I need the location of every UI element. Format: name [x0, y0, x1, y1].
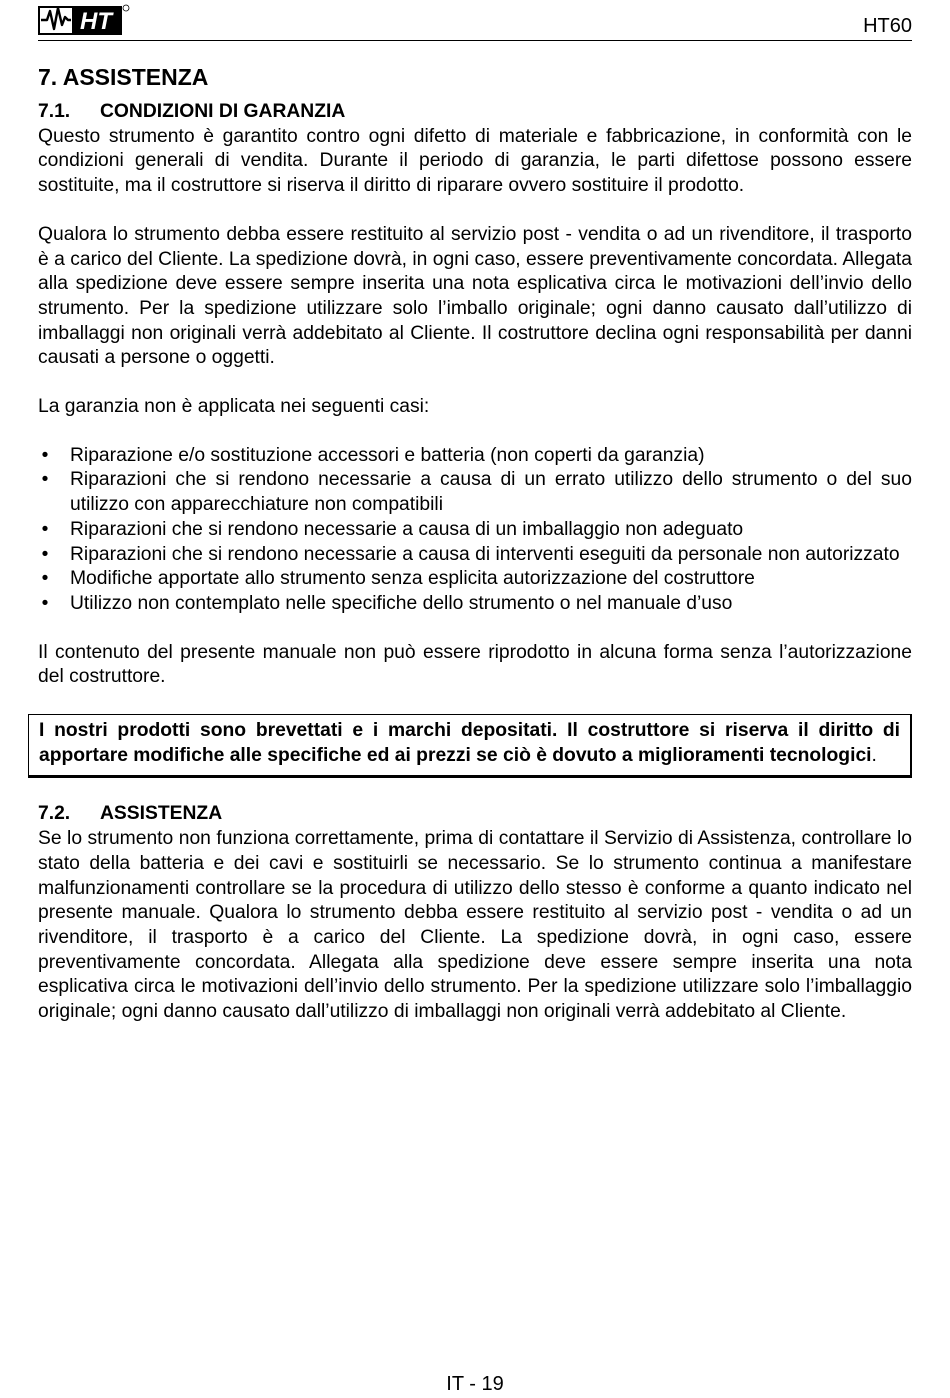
exclusions-intro: La garanzia non è applicata nei seguenti casi:	[38, 396, 430, 418]
patent-notice-text: I nostri prodotti sono brevettati e i marchi depositati. Il costruttore si riserva il diritto di apportare modifiche alle specifiche ed ai prezzi se ciò è dovuto a miglioramenti tecnologici	[39, 720, 900, 766]
bullet-icon: •	[41, 469, 49, 491]
bullet-icon: •	[41, 592, 49, 614]
model-name: HT60	[863, 15, 912, 37]
page-number: IT - 19	[446, 1373, 504, 1395]
list-item-text: Riparazione e/o sostituzione accessori e batteria (non coperti da garanzia)	[70, 444, 705, 466]
page-header	[38, 0, 912, 41]
copyright-paragraph: Il contenuto del presente manuale non può essere riprodotto in alcuna forma senza l’autorizzazione del costruttore.	[38, 641, 912, 688]
list-item-text: Riparazioni che si rendono necessarie a causa di un errato utilizzo dello strumento o del suo utilizzo con apparecchiature non compatibili	[70, 469, 912, 516]
bullet-icon: •	[41, 543, 49, 565]
bullet-icon: •	[41, 568, 49, 590]
list-item	[38, 567, 912, 592]
list-item	[38, 518, 912, 543]
list-item	[38, 468, 912, 517]
list-item	[38, 444, 912, 469]
list-item-text: Riparazioni che si rendono necessarie a causa di interventi eseguiti da personale non autorizzato	[70, 543, 900, 565]
exclusions-list	[38, 444, 912, 617]
patent-notice-box	[28, 714, 912, 778]
list-item-text: Utilizzo non contemplato nelle specifiche dello strumento o nel manuale d’uso	[70, 592, 733, 614]
bullet-icon: •	[41, 444, 49, 466]
warranty-paragraph: Questo strumento è garantito contro ogni difetto di materiale e fabbricazione, in conformità con le condizioni generali di vendita. Durante il periodo di garanzia, le parti difettose possono essere sostituite, ma il costruttore si riserva il diritto di riparare ovvero sostituire il prodotto.	[38, 125, 912, 197]
patent-notice-end: .	[871, 744, 877, 766]
page-content	[38, 62, 912, 1025]
return-paragraph: Qualora lo strumento debba essere restituito al servizio post - vendita o ad un rivenditore, il trasporto è a carico del Cliente. La spedizione dovrà, in ogni caso, essere preventivamente concordata. Allegata alla spedizione deve essere sempre inserita una nota esplicativa circa le motivazioni dell’invio dello strumento. Per la spedizione utilizzare solo l’imballo originale; ogni danno causato dall’utilizzo di imballaggi non originali verrà addebitato al Cliente. Il costruttore declina ogni responsabilità per danni causati a persone o oggetti.	[38, 223, 912, 369]
list-item-text: Riparazioni che si rendono necessarie a causa di un imballaggio non adeguato	[70, 518, 744, 540]
list-item-text: Modifiche apportate allo strumento senza esplicita autorizzazione del costruttore	[70, 568, 755, 590]
ht-logo	[38, 3, 130, 35]
subsection-title-assistenza	[38, 802, 912, 827]
subsection-heading: CONDIZIONI DI GARANZIA	[100, 101, 346, 122]
subsection-number: 7.2.	[38, 803, 71, 825]
subsection-title-garanzia	[38, 100, 912, 125]
subsection-heading: ASSISTENZA	[100, 803, 223, 825]
bullet-icon: •	[41, 518, 49, 540]
subsection-number: 7.1.	[38, 101, 71, 122]
list-item	[38, 543, 912, 568]
logo-lettering: HT	[80, 8, 112, 35]
list-item	[38, 592, 912, 617]
section-title: 7. ASSISTENZA	[38, 64, 209, 90]
service-paragraph: Se lo strumento non funziona correttamente, prima di contattare il Servizio di Assistenza, controllare lo stato della batteria e dei cavi e sostituirli se necessario. Se lo strumento continua a manifestare malfunzionamenti controllare se la procedura di utilizzo dello stesso è conforme a quanto indicato nel presente manuale. Qualora lo strumento debba essere restituito al servizio post - vendita o ad un rivenditore, il trasporto è a carico del Cliente. La spedizione dovrà, in ogni caso, essere preventivamente concordata. Allegata alla spedizione deve essere sempre inserita una nota esplicativa circa le motivazioni dell’invio dello strumento. Per la spedizione utilizzare solo l’imballaggio originale; ogni danno causato dall’utilizzo di imballaggi non originali verrà addebitato al Cliente.	[38, 828, 912, 1023]
